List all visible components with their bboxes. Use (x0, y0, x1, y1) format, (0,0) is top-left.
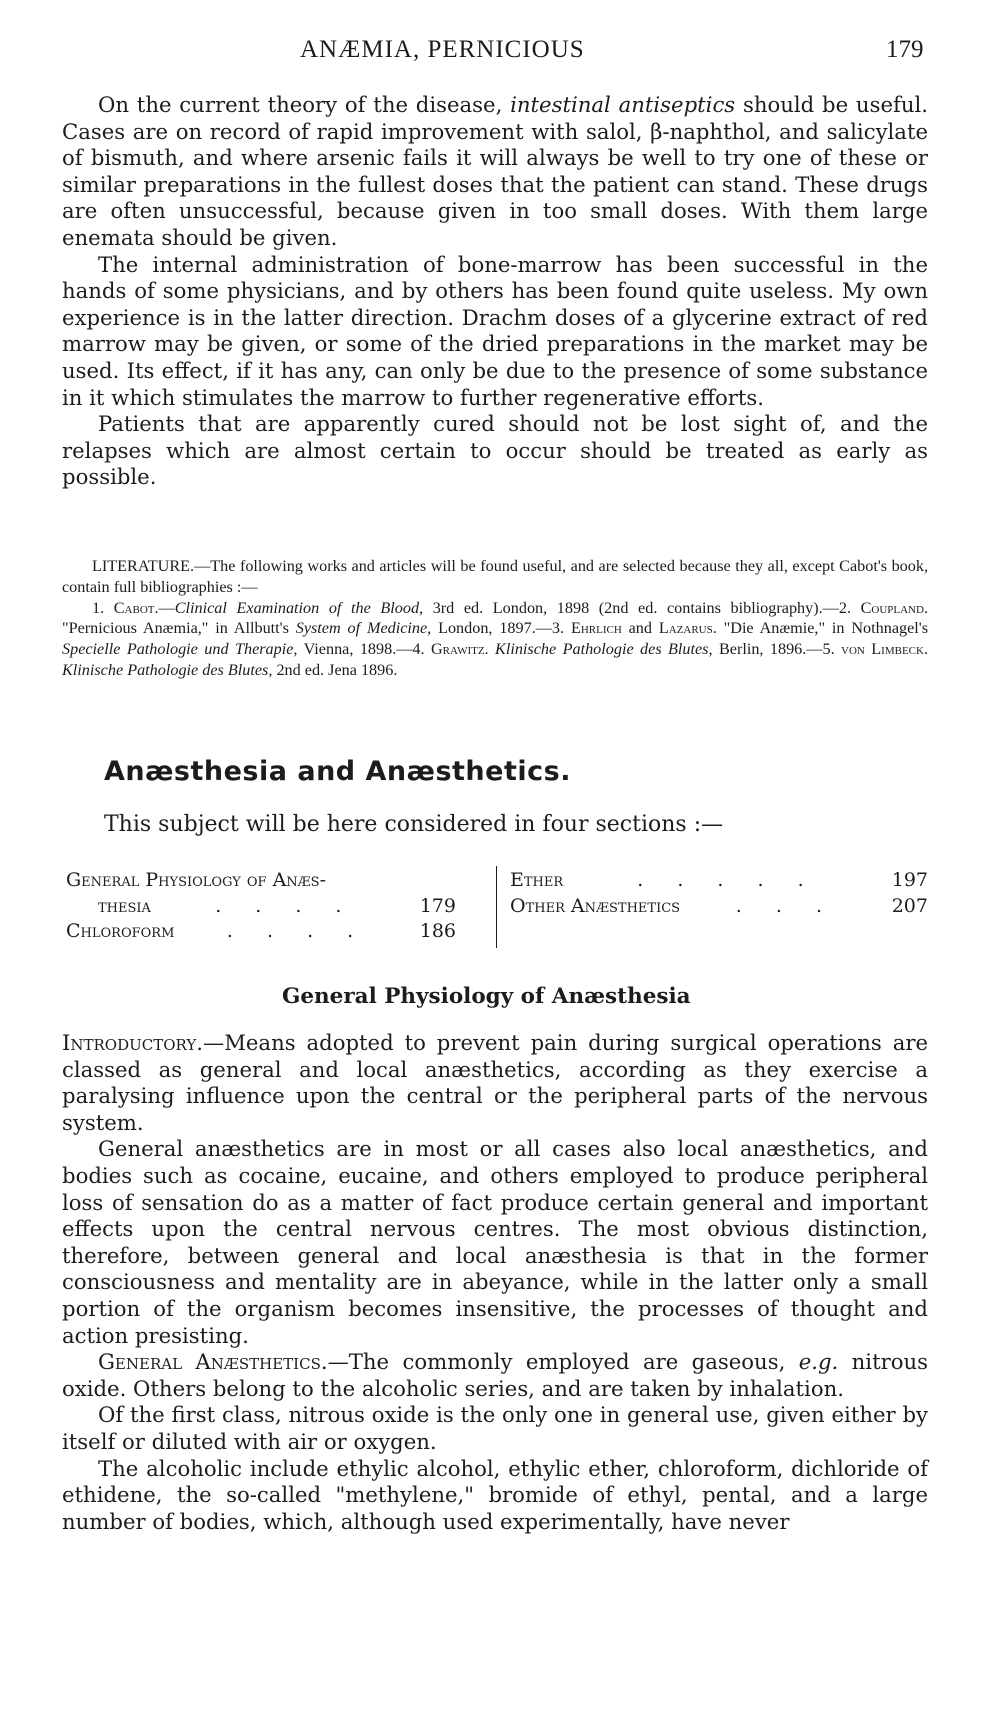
ref-author: Grawitz. (430, 640, 489, 659)
ref-author: Ehrlich (570, 619, 622, 638)
paragraph-antiseptics (62, 92, 928, 252)
ref-author: Lazarus. (658, 619, 717, 638)
ref-title: Klinische Pathologie des Blutes, (495, 640, 713, 659)
toc-leader-dots: . . . . (226, 920, 368, 942)
toc-entry-other-anaesthetics (510, 894, 928, 920)
toc-leader-dots: . . . . . (637, 869, 818, 891)
ref-title: Klinische Pathologie des Blutes, (62, 660, 273, 679)
toc-label: thesia (98, 894, 151, 917)
running-title: ANÆMIA, PERNICIOUS (300, 36, 585, 63)
paragraph-text: —The commonly employed are gaseous, (327, 1349, 799, 1375)
paragraph-alcoholic: The alcoholic include ethylic alcohol, ethylic ether, chloroform, dichloride of ethidene, the so-called "methylene," bromide of ethyl, pental, and a large number of bodies, which, although used experimentally, have never (62, 1455, 928, 1534)
ref-title: Specielle Pathologie und Therapie, (62, 640, 298, 659)
ref-text: 2nd ed. Jena 1896. (272, 660, 398, 679)
paragraph-text: nitrous oxide. Others belong to the alcoholic series, and are taken by inhalation. (62, 1349, 928, 1401)
toc-label: Chloroform (66, 920, 175, 942)
ref-author: Cabot. (113, 598, 159, 617)
toc-entry-chloroform (66, 919, 456, 945)
bottom-text-block (62, 1030, 928, 1535)
emphasis-text: e.g. (798, 1349, 839, 1375)
literature-block (62, 556, 928, 681)
ref-text: London, 1897.—3. (431, 619, 571, 638)
emphasis-text: intestinal antiseptics (510, 92, 736, 117)
paragraph-introductory (62, 1030, 928, 1136)
literature-heading: LITERATURE. (92, 557, 195, 575)
paragraph-bone-marrow: The internal administration of bone-marrow has been successful in the hands of some physicians, and by others has been found quite useless. My own experience is in the latter direction. Drachm doses of a glycerine extract of red marrow may be given, or some of the dried preparations in the market may be used. Its effect, if it has any, can only be due to the presence of some substance in it which stimulates the marrow to further regenerative efforts. (62, 251, 928, 410)
toc-page-number: 207 (891, 894, 928, 917)
toc-leader-dots: . . . . (215, 894, 356, 917)
toc-label: General Physiology of Anæs- (66, 869, 327, 891)
toc-label: Ether (510, 869, 564, 891)
ref-dash: — (158, 598, 175, 617)
section-intro: This subject will be here considered in four sections :— (104, 812, 724, 837)
toc-leader-dots: . . . (735, 894, 836, 917)
paragraph-general-anaesthetics (62, 1349, 928, 1402)
top-text-block (62, 92, 928, 491)
paragraph-relapses: Patients that are apparently cured should not be lost sight of, and the relapses which are almost certain to occur should be treated as early as possible. (62, 411, 928, 490)
ref-text: "Pernicious Anæmia," in Allbutt's (62, 619, 296, 638)
ref-text: Vienna, 1898.—4. (297, 640, 431, 659)
toc-label: Other Anæsthetics (510, 894, 681, 917)
literature-intro-text: —The following works and articles will be found useful, and are selected because they all, except Cabot's book, contain full bibliographies :— (62, 557, 928, 596)
ref-number: 1. (92, 598, 114, 617)
ref-text: "Die Anæmie," in Nothnagel's (716, 619, 929, 638)
paragraph-text: —Means adopted to prevent pain during surgical operations are classed as general and local anæsthetics, according as they exercise a paralysing influence upon the central or the peripheral parts of the nervous system. (62, 1030, 928, 1135)
paragraph-text: should be useful. Cases are on record of rapid improvement with salol, β-naphthol, and salicylate of bismuth, and where arsenic fails it will always be well to try one of these or similar preparations in the fullest doses that the patient can stand. These drugs are often unsuccessful, because given in too small doses. With them large enemata should be given. (62, 92, 928, 250)
ref-text: Berlin, 1896.—5. (712, 640, 842, 659)
ref-author: Coupland. (860, 598, 928, 617)
paragraph-first-class: Of the first class, nitrous oxide is the only one in general use, given either by itself or diluted with air or oxygen. (62, 1402, 928, 1454)
paragraph-lead: General Anæsthetics. (98, 1349, 328, 1375)
toc-divider (496, 866, 497, 948)
toc-left-column (66, 868, 456, 945)
toc-page-number: 197 (891, 869, 928, 891)
section-title: Anæsthesia and Anæsthetics. (104, 756, 571, 787)
toc-page-number: 179 (419, 894, 456, 917)
toc-row (66, 894, 456, 920)
paragraph-general-local: General anæsthetics are in most or all cases also local anæsthetics, and bodies such as cocaine, eucaine, and others employed to produce peripheral loss of sensation do as a matter of fact produce certain general and important effects upon the central nervous centres. The most obvious distinction, therefore, between general and local anæsthesia is that in the former consciousness and mentality are in abeyance, while in the latter only a small portion of the organism becomes insensitive, the processes of thought and action presisting. (62, 1136, 928, 1348)
ref-author: von Limbeck. (841, 640, 929, 659)
literature-references (62, 598, 928, 681)
ref-title: Clinical Examination of the Blood, (174, 598, 424, 617)
toc-entry-ether (510, 868, 928, 894)
page-number: 179 (886, 36, 924, 63)
ref-title: System of Medicine, (295, 619, 432, 638)
toc-entry-general-physiology (66, 868, 456, 919)
ref-text: 3rd ed. London, 1898 (2nd ed. contains bibliography).—2. (423, 598, 861, 617)
toc-page-number: 186 (419, 920, 456, 942)
ref-text: and (621, 619, 659, 638)
paragraph-text: On the current theory of the disease, (98, 92, 511, 117)
toc-right-column (510, 868, 928, 919)
paragraph-lead: Introductory. (62, 1030, 204, 1055)
literature-intro (62, 556, 928, 598)
subsection-title: General Physiology of Anæsthesia (282, 984, 691, 1009)
